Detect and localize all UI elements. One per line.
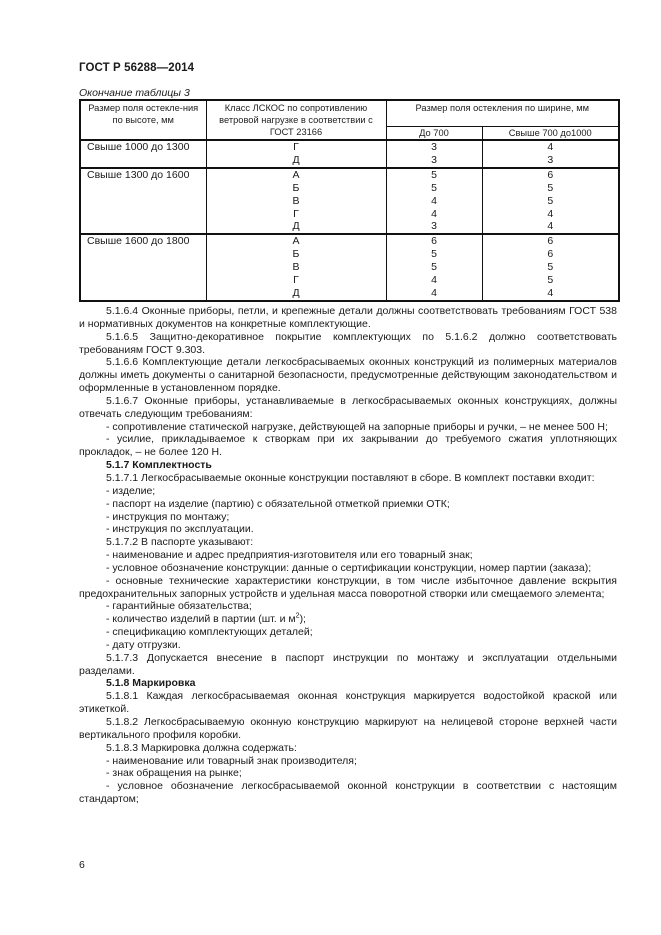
header-wind-class: Класс ЛСКОС по сопротивлению ветровой нагрузке в соответствии с ГОСТ 23166: [206, 100, 386, 140]
cell-value: 6: [547, 168, 554, 181]
paragraph-5-1-8-2: 5.1.8.2 Легкосбрасываемую оконную конструкцию маркируют на нелицевой стороне верхней части вертикального профиля коробки.: [79, 716, 617, 741]
cell-value: 4: [431, 207, 437, 220]
list-item: - условное обозначение легкосбрасываемой оконной конструкции в соответствии с настоящим стандартом;: [79, 780, 617, 806]
row-range: Свыше 1000 до 1300: [80, 140, 206, 168]
class-value: Д: [292, 286, 300, 299]
cell-value: 4: [431, 274, 437, 287]
table-body: [80, 140, 619, 301]
list-item: - наименование или товарный знак производителя;: [106, 754, 357, 767]
section-heading-5-1-8: 5.1.8 Маркировка: [106, 677, 196, 690]
class-value: Д: [292, 220, 300, 233]
body-text: [79, 305, 617, 806]
class-value: Б: [292, 248, 300, 261]
header-up-to-700: До 700: [386, 127, 482, 141]
superscript: 2: [295, 612, 300, 620]
paragraph-5-1-6-4: 5.1.6.4 Оконные приборы, петли, и крепежные детали должны соответствовать требованиям ГОСТ 538 и нормативных документов на конкретные комплектующие.: [79, 305, 617, 330]
row-classes: [206, 140, 386, 168]
class-value: А: [292, 235, 300, 248]
paragraph-5-1-8-3: 5.1.8.3 Маркировка должна содержать:: [106, 741, 297, 754]
class-value: А: [292, 168, 300, 181]
cell-value: 4: [547, 220, 554, 233]
cell-value: 5: [431, 168, 437, 181]
class-value: В: [292, 261, 300, 274]
row-over-700: [482, 140, 619, 168]
class-value: Г: [293, 141, 299, 153]
header-over-700: Свыше 700 до1000: [482, 127, 619, 141]
page-number: 6: [79, 859, 85, 871]
list-item-text: );: [299, 613, 306, 626]
row-over-700: [482, 234, 619, 301]
cell-value: 4: [431, 194, 437, 207]
cell-value: 5: [547, 181, 554, 194]
cell-value: 5: [547, 274, 554, 287]
table-caption: Окончание таблицы 3: [79, 87, 190, 99]
document-header: ГОСТ Р 56288—2014: [79, 62, 195, 74]
header-width-group: Размер поля остекления по ширине, мм: [386, 100, 619, 127]
class-value: Б: [292, 181, 300, 194]
cell-value: 6: [547, 248, 554, 261]
paragraph-5-1-6-6: 5.1.6.6 Комплектующие детали легкосбрасываемых оконных конструкций из полимерных материалов должны иметь документы о санитарной безопасности, предусмотренные действующим законодательством и оформленные в установленном порядке.: [79, 356, 617, 395]
list-item: - условное обозначение конструкции: данные о сертификации конструкции, номер партии (заказа);: [106, 561, 592, 574]
header-height-range: Размер поля остекле-ния по высоте, мм: [80, 100, 206, 140]
cell-value: 3: [431, 141, 437, 153]
cell-value: 6: [431, 235, 437, 248]
cell-value: 6: [547, 235, 554, 248]
paragraph-5-1-7-3: 5.1.7.3 Допускается внесение в паспорт инструкции по монтажу и эксплуатации отдельными разделами.: [79, 651, 617, 677]
list-item: [79, 613, 617, 626]
paragraph-5-1-6-7: 5.1.6.7 Оконные приборы, устанавливаемые в легкосбрасываемых оконных конструкциях, должны отвечать следующим требованиям:: [79, 394, 617, 420]
table-header: [80, 100, 619, 140]
list-item: - сопротивление статической нагрузке, действующей на запорные приборы и ручки, – не менее 500 Н;: [106, 420, 608, 433]
row-up-to-700: [386, 234, 482, 301]
list-item: - знак обращения на рынке;: [106, 767, 242, 780]
list-item-text: - количество изделий в партии (шт. и м: [106, 613, 296, 626]
cell-value: 5: [547, 194, 554, 207]
class-value: В: [292, 194, 300, 207]
cell-value: 5: [431, 261, 437, 274]
table-row: [80, 234, 619, 301]
cell-value: 4: [547, 141, 554, 153]
table-row: [80, 140, 619, 168]
cell-value: 5: [431, 248, 437, 261]
row-range: Свыше 1300 до 1600: [80, 168, 206, 235]
list-item: - основные технические характеристики конструкции, в том числе избыточное давление вскрытия предохранительных запорных устройств и удельная масса поворотной створки или смещаемого элемента;: [79, 574, 617, 600]
paragraph-5-1-7-2: 5.1.7.2 В паспорте указывают:: [106, 536, 254, 549]
row-classes: [206, 234, 386, 301]
list-item: - дату отгрузки.: [106, 638, 181, 651]
list-item: - инструкция по монтажу;: [106, 510, 230, 523]
cell-value: 3: [547, 153, 554, 166]
cell-value: 3: [431, 220, 437, 233]
list-item: - паспорт на изделие (партию) с обязательной отметкой приемки ОТК;: [106, 497, 450, 510]
list-item: - усилие, прикладываемое к створкам при их закрывании до требуемого сжатия уплотняющих прокладок, – не более 120 Н.: [79, 433, 617, 459]
class-value: Г: [293, 207, 299, 220]
cell-value: 4: [431, 286, 437, 299]
row-up-to-700: [386, 168, 482, 235]
row-range: Свыше 1600 до 1800: [80, 234, 206, 301]
cell-value: 4: [547, 286, 554, 299]
row-classes: [206, 168, 386, 235]
class-value: Г: [293, 274, 299, 287]
list-item: - гарантийные обязательства;: [106, 600, 252, 613]
glazing-size-table: [79, 99, 620, 302]
row-over-700: [482, 168, 619, 235]
section-heading-5-1-7: 5.1.7 Комплектность: [106, 459, 212, 472]
paragraph-5-1-8-1: 5.1.8.1 Каждая легкосбрасываемая оконная конструкция маркируется водостойкой краской или этикеткой.: [79, 690, 617, 716]
cell-value: 5: [547, 261, 554, 274]
table-row: [80, 168, 619, 235]
list-item: - спецификацию комплектующих деталей;: [106, 626, 313, 639]
cell-value: 4: [547, 207, 554, 220]
cell-value: 5: [431, 181, 437, 194]
list-item: - инструкция по эксплуатации.: [106, 523, 254, 536]
cell-value: 3: [431, 153, 437, 166]
list-item: - изделие;: [106, 484, 156, 497]
row-up-to-700: [386, 140, 482, 168]
paragraph-5-1-6-5: 5.1.6.5 Защитно-декоративное покрытие комплектующих по 5.1.6.2 должно соответствовать требованиям ГОСТ 9.303.: [79, 330, 617, 356]
paragraph-5-1-7-1: 5.1.7.1 Легкосбрасываемые оконные конструкции поставляют в сборе. В комплект поставки входит:: [106, 471, 595, 484]
class-value: Д: [292, 153, 300, 166]
list-item: - наименование и адрес предприятия-изготовителя или его товарный знак;: [106, 549, 473, 562]
